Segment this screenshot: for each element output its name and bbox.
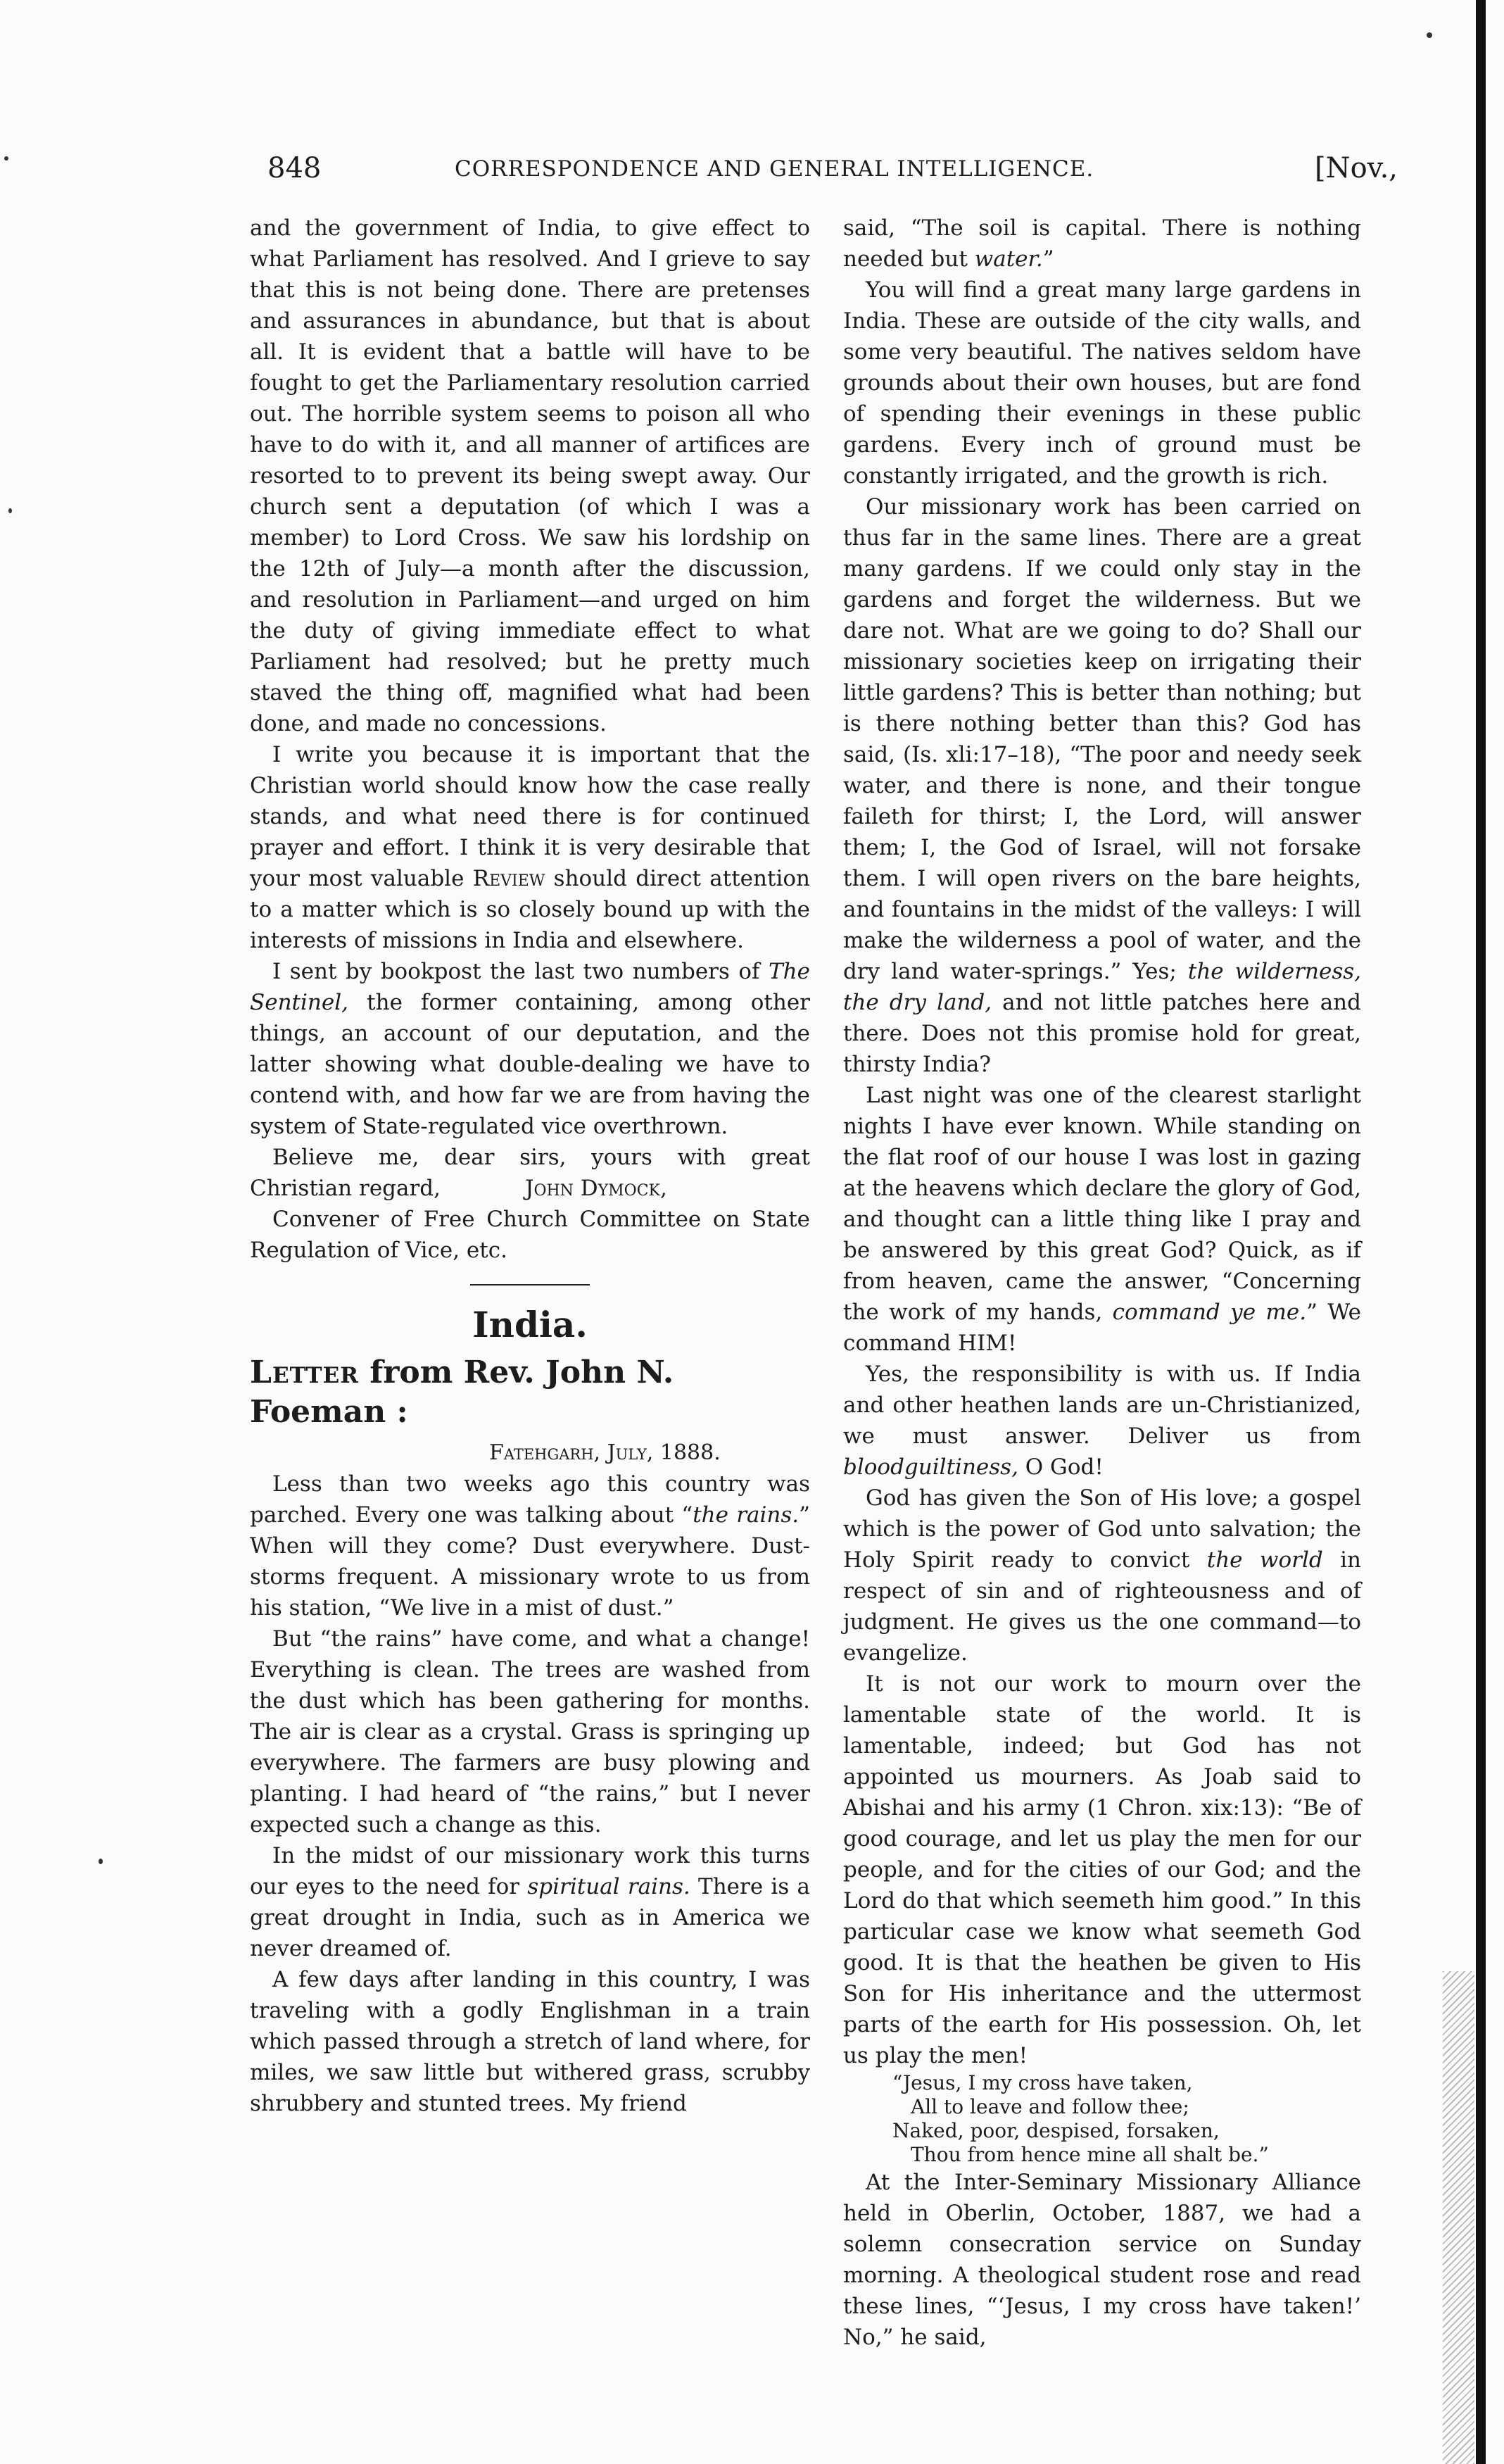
hymn-verse [843,2071,1361,2167]
paragraph: In the midst of our missionary work this turns our eyes to the need for spiritual rains. There is a great drought in India, such as in America we never dreamed of. [250,1843,810,1961]
page-header [244,152,1398,191]
paragraph: I write you because it is important that the Christian world should know how the case really stands, and what need there is for continued prayer and effort. I think it is very desirable that your most valuable Review should direct attention to a matter which is so closely bound up with the interests of missions in India and elsewhere. [250,742,810,953]
paragraph: I sent by bookpost the last two numbers of The Sentinel, the former containing, among other things, an account of our deputation, and the latter showing what double-dealing we have to contend with, and how far we are from having the system of State-regulated vice overthrown. [250,959,810,1139]
ink-speck [4,156,8,161]
dateline: Fatehgarh, July, 1888. [489,1440,721,1465]
ink-speck [8,508,12,513]
article-heading: Letter from Rev. John N. Foeman : [250,1354,674,1430]
paragraph: and the government of India, to give effect to what Parliament has resolved. And I grieve to say that this is not being done. There are pretenses and assurances in abundance, but that is about all. It is evident that a battle will have to be fought to get the Parliamentary resolution carried out. The horrible system seems to poison all who have to do with it, and all manner of artifices are resorted to to prevent its being swept away. Our church sent a deputation (of which I was a member) to Lord Cross. We saw his lordship on the 12th of July—a month after the discussion, and resolution in Parliament—and urged on him the duty of giving immediate effect to what Parliament had resolved; but he pretty much staved the thing off, magnified what had been done, and made no concessions. [250,215,810,736]
paragraph: Last night was one of the clearest starlight nights I have ever known. While standing on the flat roof of our house I was lost in gazing at the heavens which declare the glory of God, and thought can a little thing like I pray and be answered by this great God? Quick, as if from heaven, came the answer, “Concerning the work of my hands, command ye me.” We command HIM! [843,1083,1361,1356]
month-label: [Nov., [1315,152,1398,184]
right-column [843,213,1361,2353]
closing-signature: Believe me, dear sirs, yours with great Christian regard, John Dymock, [250,1145,810,1201]
running-head: CORRESPONDENCE AND GENERAL INTELLIGENCE. [455,156,1094,182]
paragraph: Our missionary work has been carried on thus far in the same lines. There are a great many gardens. If we could only stay in the gardens and forget the wilderness. But we dare not. What are we going to do? Shall our missionary societies keep on irrigating their little gardens? This is better than nothing; but is there nothing better than this? God has said, (Is. xli:17–18), “The poor and needy seek water, and there is none, and their tongue faileth for thirst; I, the Lord, will answer them; I, the God of Israel, will not forsake them. I will open rivers on the bare heights, and fountains in the midst of the valleys: I will make the wilderness a pool of water, and the dry land water-springs.” Yes; the wilderness, the dry land, and not little patches here and there. Does not this promise hold for great, thirsty India? [843,494,1361,1077]
signature-title: Convener of Free Church Committee on State Regulation of Vice, etc. [250,1207,810,1263]
paragraph: At the Inter-Seminary Missionary Alliance held in Oberlin, October, 1887, we had a solemn consecration service on Sunday morning. A theological student rose and read these lines, “‘Jesus, I my cross have taken!’ No,” he said, [843,2170,1361,2350]
section-divider [470,1284,590,1286]
paragraph: You will find a great many large gardens in India. These are outside of the city walls, and some very beautiful. The natives seldom have grounds about their own houses, but are fond of spending their evenings in these public gardens. Every inch of ground must be constantly irrigated, and the growth is rich. [843,277,1361,489]
left-column [250,213,810,2119]
ink-speck [1427,32,1432,38]
ink-speck [99,1859,103,1864]
signature-name: John Dymock, [525,1176,667,1201]
page-edge-rule [1476,0,1486,2464]
paragraph: God has given the Son of His love; a gospel which is the power of God unto salvation; the Holy Spirit ready to convict the world in respect of sin and of righteousness and of judgment. He gives us the one command—to evangelize. [843,1485,1362,1666]
paragraph: Yes, the responsibility is with us. If India and other heathen lands are un-Christianized, we must answer. Deliver us from bloodguiltiness, O God! [843,1362,1361,1480]
paragraph: said, “The soil is capital. There is nothing needed but water.” [843,215,1361,272]
paragraph: Less than two weeks ago this country was parched. Every one was talking about “the rains.” When will they come? Dust everywhere. Dust-storms frequent. A missionary wrote to us from his station, “We live in a mist of dust.” [250,1471,810,1621]
binding-shadow [1443,1971,1474,2464]
paragraph: But “the rains” have come, and what a change! Everything is clean. The trees are washed from the dust which has been gathering for months. The air is clear as a crystal. Grass is springing up everywhere. The farmers are busy plowing and planting. I had heard of “the rains,” but I never expected such a change as this. [250,1626,810,1837]
hymn-line: Thou from hence mine all shalt be.” [911,2143,1269,2166]
paragraph: It is not our work to mourn over the lamentable state of the world. It is lamentable, indeed; but God has not appointed us mourners. As Joab said to Abishai and his army (1 Chron. xix:13): “Be of good courage, and let us play the men for our people, and for the cities of our God; and the Lord do that which seemeth him good.” In this particular case we know what seemeth God good. It is that the heathen be given to His Son for His inheritance and the uttermost parts of the earth for His possession. Oh, let us play the men! [843,1671,1361,2068]
page-number: 848 [267,152,322,184]
hymn-line: “Jesus, I my cross have taken, [892,2071,1193,2094]
hymn-line: Naked, poor, despised, forsaken, [892,2119,1220,2142]
section-heading: India. [472,1304,588,1345]
hymn-line: All to leave and follow thee; [911,2095,1189,2118]
paragraph: A few days after landing in this country, I was traveling with a godly Englishman in a train which passed through a stretch of land where, for miles, we saw little but withered grass, scrubby shrubbery and stunted trees. My friend [250,1967,810,2116]
